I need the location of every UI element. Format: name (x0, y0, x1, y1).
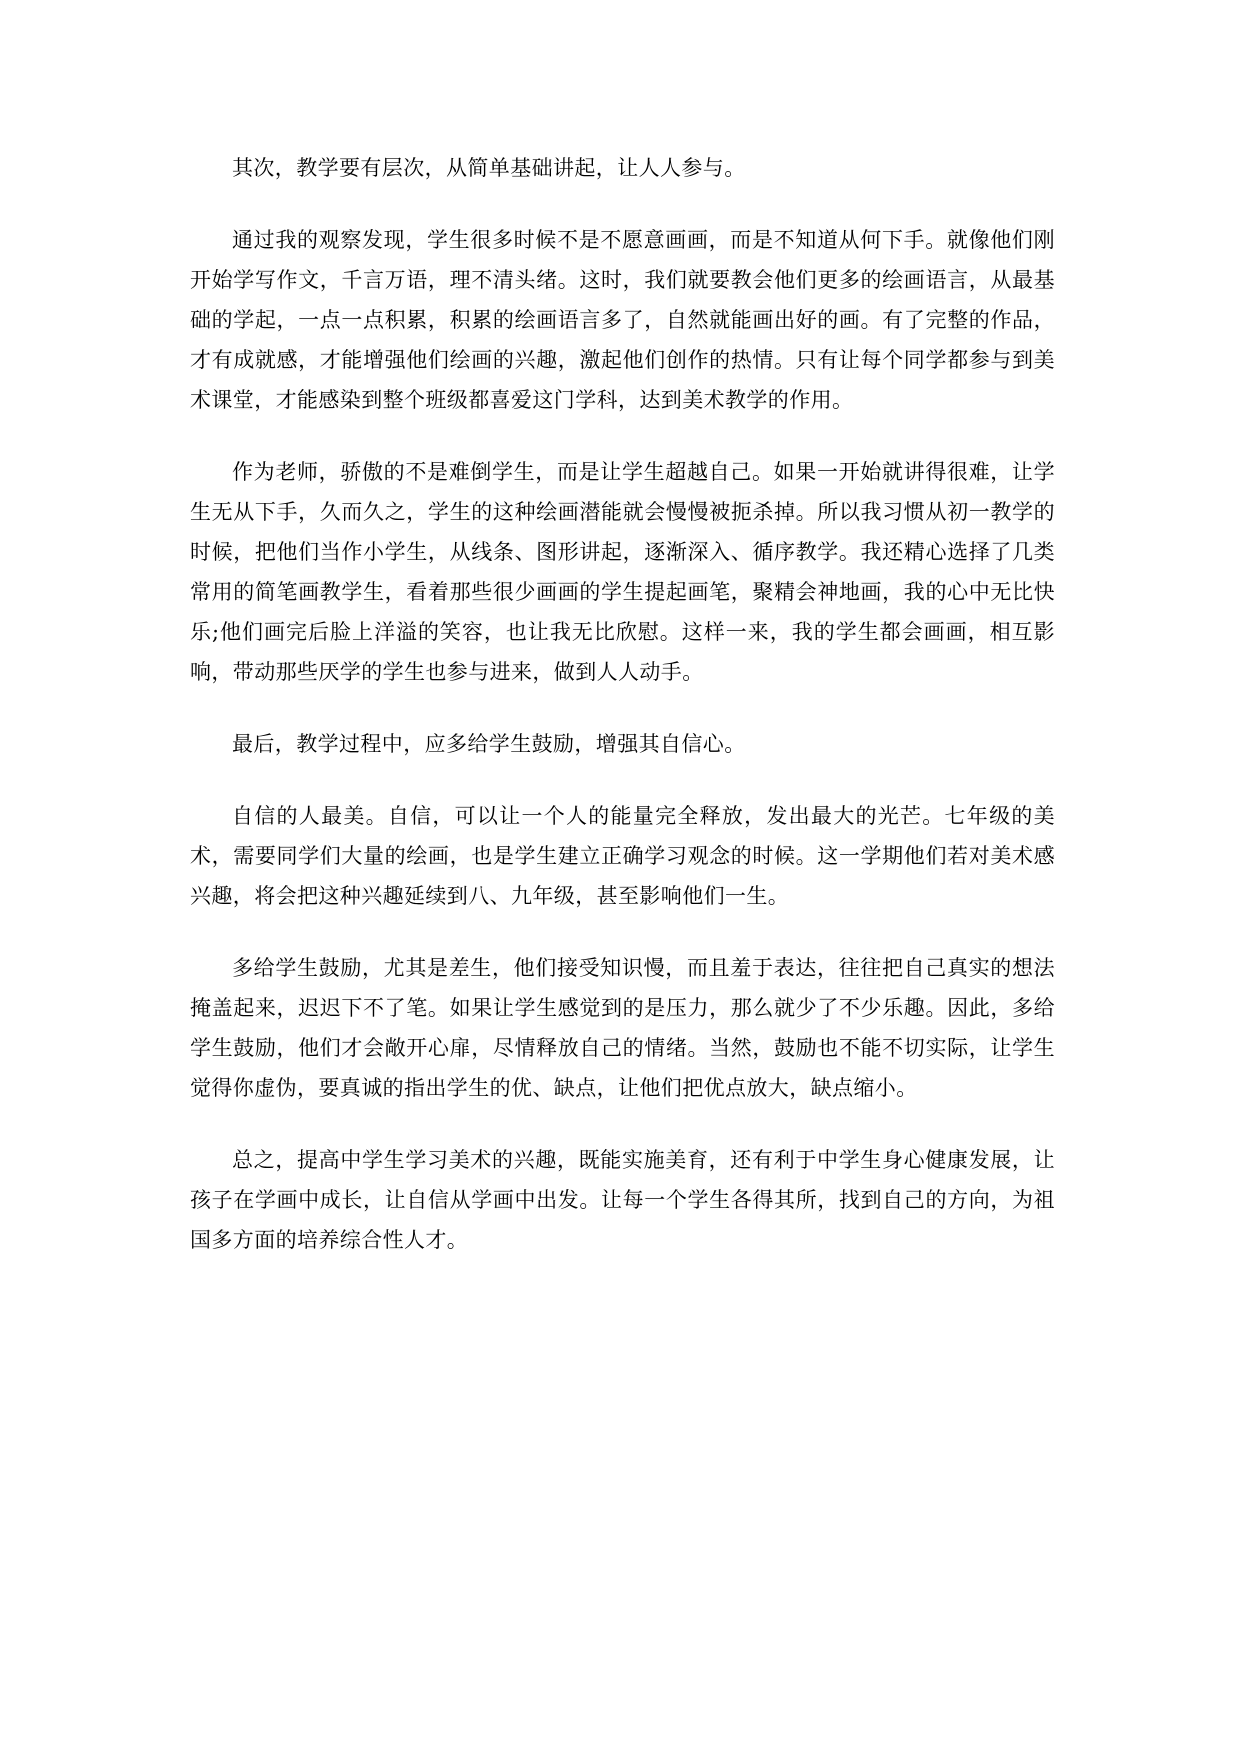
paragraph-layered-teaching-heading: 其次，教学要有层次，从简单基础讲起，让人人参与。 (232, 156, 746, 180)
paragraph-confidence: 自信的人最美。自信，可以让一个人的能量完全释放，发出最大的光芒。七年级的美术，需要同学们大量的绘画，也是学生建立正确学习观念的时候。这一学期他们若对美术感兴趣，将会把这种兴趣延续到八、九年级，甚至影响他们一生。 (190, 804, 1055, 908)
paragraph-observation: 通过我的观察发现，学生很多时候不是不愿意画画，而是不知道从何下手。就像他们刚开始学写作文，千言万语，理不清头绪。这时，我们就要教会他们更多的绘画语言，从最基础的学起，一点一点积累，积累的绘画语言多了，自然就能画出好的画。有了完整的作品，才有成就感，才能增强他们绘画的兴趣，激起他们创作的热情。只有让每个同学都参与到美术课堂，才能感染到整个班级都喜爱这门学科，达到美术教学的作用。 (190, 228, 1055, 412)
paragraph-teacher-pride: 作为老师，骄傲的不是难倒学生，而是让学生超越自己。如果一开始就讲得很难，让学生无从下手，久而久之，学生的这种绘画潜能就会慢慢被扼杀掉。所以我习惯从初一教学的时候，把他们当作小学生，从线条、图形讲起，逐渐深入、循序教学。我还精心选择了几类常用的简笔画教学生，看着那些很少画画的学生提起画笔，聚精会神地画，我的心中无比快乐;他们画完后脸上洋溢的笑容，也让我无比欣慰。这样一来，我的学生都会画画，相互影响，带动那些厌学的学生也参与进来，做到人人动手。 (190, 460, 1055, 684)
paragraph-encouragement-heading: 最后，教学过程中，应多给学生鼓励，增强其自信心。 (232, 732, 746, 756)
paragraph-conclusion: 总之，提高中学生学习美术的兴趣，既能实施美育，还有利于中学生身心健康发展，让孩子在学画中成长，让自信从学画中出发。让每一个学生各得其所，找到自己的方向，为祖国多方面的培养综合性人才。 (190, 1148, 1055, 1252)
document-body (190, 148, 1055, 1292)
paragraph-encourage-students: 多给学生鼓励，尤其是差生，他们接受知识慢，而且羞于表达，往往把自己真实的想法掩盖起来，迟迟下不了笔。如果让学生感觉到的是压力，那么就少了不少乐趣。因此，多给学生鼓励，他们才会敞开心扉，尽情释放自己的情绪。当然，鼓励也不能不切实际，让学生觉得你虚伪，要真诚的指出学生的优、缺点，让他们把优点放大，缺点缩小。 (190, 956, 1055, 1100)
